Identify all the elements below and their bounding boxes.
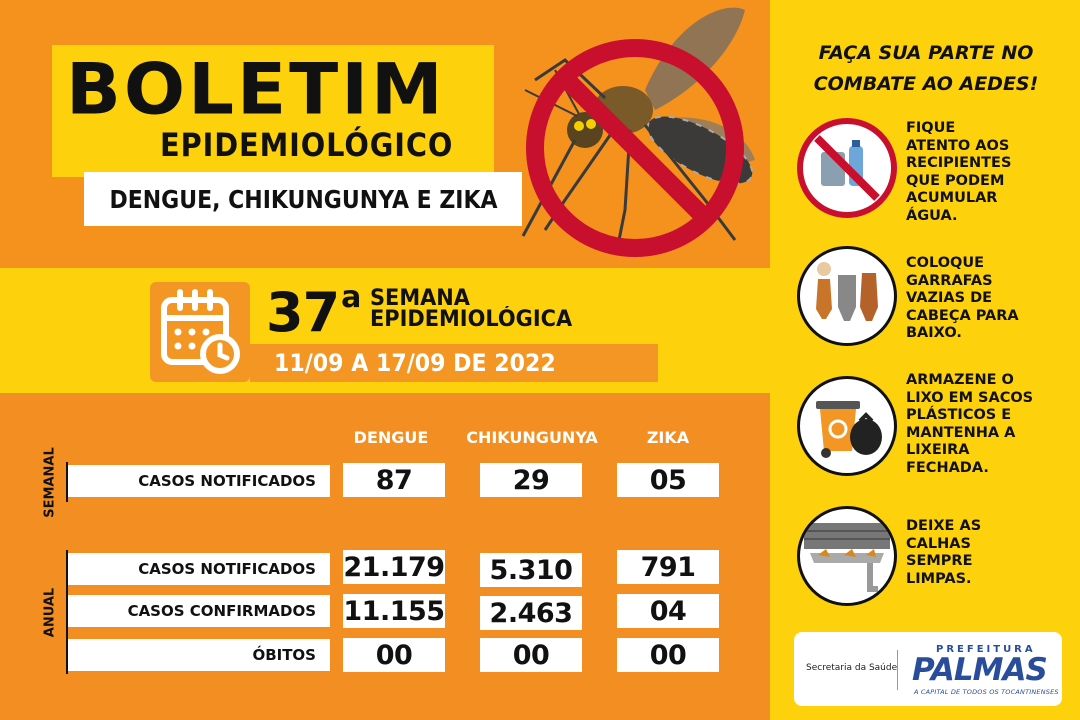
column-header-chikungunya: CHIKUNGUNYA [466,428,598,447]
no-containers-icon [797,118,897,218]
tip-text-containers: FIQUE ATENTO AOS RECIPIENTES QUE PODEM ACUMULAR ÁGUA. [906,120,1012,224]
roof-gutter-icon [797,506,897,606]
week-ordinal: a [341,280,361,315]
row-label-annual-deaths: ÓBITOS [68,639,330,671]
week-label-epidemiologica: EPIDEMIOLÓGICA [370,307,573,332]
value-annual-notified-chikungunya: 5.310 [480,553,582,587]
weekly-group-label: SEMANAL [42,447,58,518]
value-annual-notified-zika: 791 [617,550,719,584]
diseases-label: DENGUE, CHIKUNGUNYA E ZIKA [108,184,498,214]
tips-panel [770,0,1080,720]
palmas-logo: PALMAS [912,652,1047,688]
value-annual-notified-dengue: 21.179 [343,551,445,583]
value-weekly-dengue: 87 [343,463,445,497]
tip-text-trash: ARMAZENE O LIXO EM SACOS PLÁSTICOS E MANTENHA A LIXEIRA FECHADA. [906,372,1034,476]
calendar-icon [150,282,250,382]
logo-divider [897,650,898,690]
date-range-bar [250,344,658,382]
column-header-dengue: DENGUE [353,428,429,447]
value-annual-confirmed-dengue: 11.155 [343,595,445,627]
week-number: 37$^a$ [266,280,361,344]
row-label-annual-confirmed: CASOS CONFIRMADOS [68,595,330,627]
diseases-banner [84,172,522,226]
tip-text-bottles: COLOQUE GARRAFAS VAZIAS DE CABEÇA PARA BAIXO. [906,255,1019,341]
value-annual-deaths-zika: 00 [617,638,719,672]
secretaria-label: Secretaria da Saúde [806,663,898,673]
no-mosquito-icon [505,0,765,262]
value-weekly-chikungunya: 29 [480,463,582,497]
tip-text-gutters: DEIXE AS CALHAS SEMPRE LIMPAS. [906,518,982,587]
value-annual-deaths-dengue: 00 [343,638,445,672]
date-range: 11/09 A 17/09 DE 2022 [274,349,556,377]
bottles-upside-down-icon [797,246,897,346]
row-label-weekly-notified: CASOS NOTIFICADOS [68,465,330,497]
bulletin-title: BOLETIM [66,47,446,131]
annual-group-label: ANUAL [42,587,58,638]
row-label-annual-notified: CASOS NOTIFICADOS [68,553,330,585]
column-header-zika: ZIKA [646,428,690,447]
campaign-title: FAÇA SUA PARTE NO COMBATE AO AEDES! [813,42,1039,95]
value-weekly-zika: 05 [617,463,719,497]
bulletin-subtitle: EPIDEMIOLÓGICO [160,126,454,164]
trash-bin-icon [797,376,897,476]
value-annual-deaths-chikungunya: 00 [480,638,582,672]
value-annual-confirmed-chikungunya: 2.463 [480,596,582,630]
week-label-semana: SEMANA [370,286,470,311]
value-annual-confirmed-zika: 04 [617,594,719,628]
prefeitura-label: PREFEITURA [936,644,1036,655]
logo-tagline: A CAPITAL DE TODOS OS TOCANTINENSES [914,688,1059,696]
